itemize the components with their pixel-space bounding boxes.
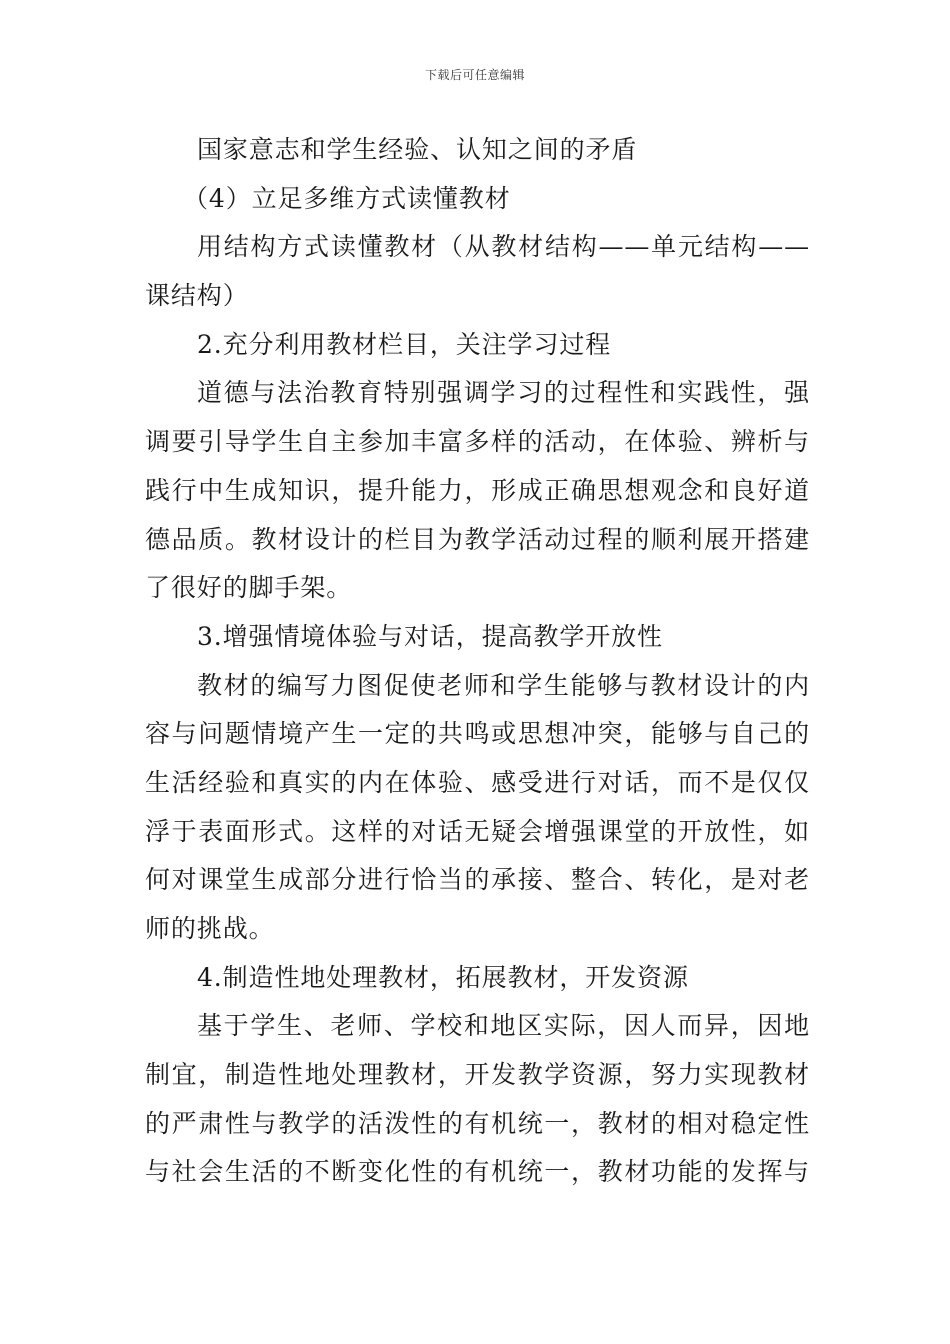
paragraph-line: 基于学生、老师、学校和地区实际，因人而异，因地	[197, 1011, 810, 1041]
section-heading: （4）立足多维方式读懂教材	[183, 183, 511, 213]
paragraph-line: 用结构方式读懂教材（从教材结构——单元结构——	[197, 232, 810, 262]
paragraph-line: 的严肃性与教学的活泼性的有机统一，教材的相对稳定性	[145, 1108, 810, 1138]
paragraph-line: 容与问题情境产生一定的共鸣或思想冲突，能够与自己的	[145, 719, 810, 749]
paragraph-line: 了很好的脚手架。	[145, 573, 353, 603]
paragraph-line: 生活经验和真实的内在体验、感受进行对话，而不是仅仅	[145, 767, 810, 797]
document-body	[145, 126, 810, 1197]
paragraph-line: 道德与法治教育特别强调学习的过程性和实践性，强	[197, 378, 810, 408]
paragraph-line: 践行中生成知识，提升能力，形成正确思想观念和良好道	[145, 475, 810, 505]
paragraph-line: 课结构）	[145, 281, 249, 311]
paragraph-line: 教材的编写力图促使老师和学生能够与教材设计的内	[197, 670, 810, 700]
paragraph-line: 制宜，制造性地处理教材，开发教学资源，努力实现教材	[145, 1060, 810, 1090]
paragraph-line: 师的挑战。	[145, 914, 275, 943]
page-header-note: 下载后可任意编辑	[424, 68, 525, 82]
paragraph-line: 与社会生活的不断变化性的有机统一，教材功能的发挥与	[145, 1157, 810, 1187]
section-heading: 3.增强情境体验与对话，提高教学开放性	[197, 621, 663, 651]
paragraph-line: 调要引导学生自主参加丰富多样的活动，在体验、辨析与	[145, 427, 810, 457]
section-heading: 4.制造性地处理教材，拓展教材，开发资源	[197, 962, 689, 992]
paragraph-line: 德品质。教材设计的栏目为教学活动过程的顺利展开搭建	[145, 524, 810, 554]
paragraph-line: 浮于表面形式。这样的对话无疑会增强课堂的开放性，如	[145, 816, 810, 846]
section-heading: 2.充分利用教材栏目，关注学习过程	[197, 329, 612, 359]
paragraph-line: 国家意志和学生经验、认知之间的矛盾	[197, 135, 638, 164]
paragraph-line: 何对课堂生成部分进行恰当的承接、整合、转化，是对老	[145, 865, 810, 895]
